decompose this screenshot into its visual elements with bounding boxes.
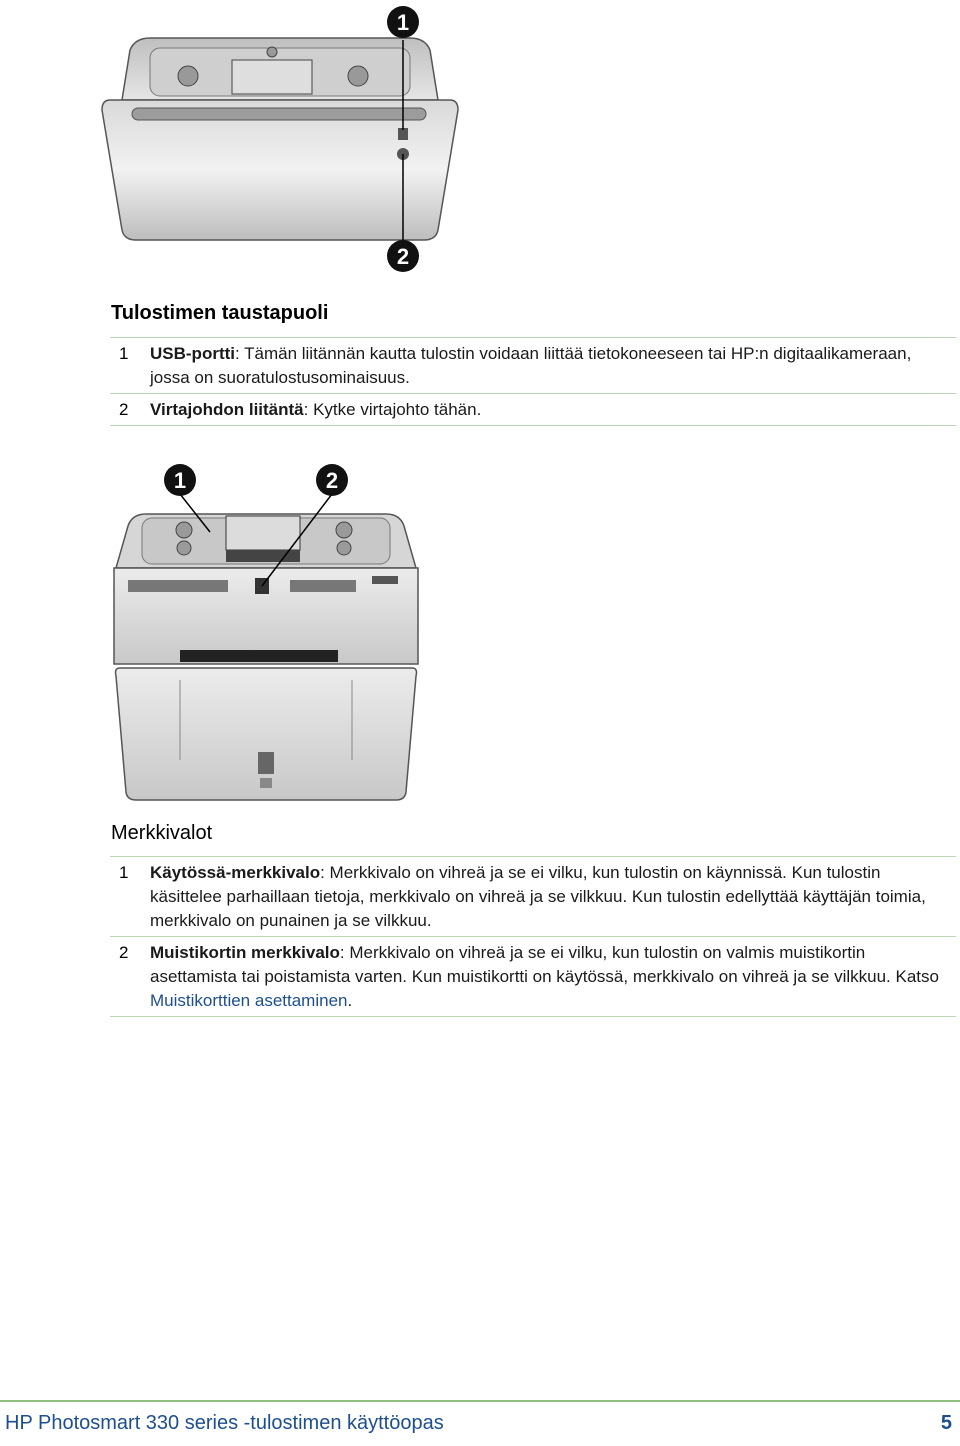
callout-1-label: 1 [396,10,410,35]
printer-front-illustration [100,450,430,810]
printer-back-drawing [100,0,460,290]
legend-term: Muistikortin merkkivalo [150,943,340,962]
legend-table-lights [110,856,956,1017]
legend-description: Merkkivalo on vihreä ja se ei vilku, kun tulostin on käynnissä. Kun tulostin käsittelee parhaillaan tietoja, merkkivalo on vihreä ja se vilkkuu. Kun tulostin edellyttää käyttäjän toimia, merkkivalo on punainen ja se vilkkuu. [150,863,926,930]
legend-number: 2 [119,400,129,419]
printer-back-illustration [100,0,460,290]
legend-row [110,857,956,937]
page-footer [0,1400,960,1446]
page-number: 5 [940,1412,952,1434]
legend-text [150,342,956,390]
legend-number: 1 [119,344,129,363]
legend-row [110,394,956,426]
legend-separator: : [234,344,245,363]
legend-term: USB-portti [150,344,235,363]
legend-trailing-punct: . [347,991,353,1010]
legend-text [150,861,956,933]
legend-separator: : [320,863,330,882]
section-heading-back: Tulostimen taustapuoli [111,302,329,324]
memory-card-link[interactable]: Muistikorttien asettaminen [150,991,348,1010]
legend-description: Tämän liitännän kautta tulostin voidaan liittää tietokoneeseen tai HP:n digitaalikameraan, jossa on suoratulostusominaisuus. [150,344,912,387]
legend-description: Merkkivalo on vihreä ja se ei vilku, kun tulostin on valmis muistikortin asettamista tai poistamista varten. Kun muistikortti on käytössä, merkkivalo on vihreä ja se vilkkuu. Katso [150,943,939,986]
legend-number: 2 [119,943,129,962]
legend-separator: : [303,400,314,419]
footer-title: HP Photosmart 330 series -tulostimen käyttöopas [5,1412,444,1434]
printer-front-drawing [100,450,430,810]
legend-separator: : [339,943,350,962]
callout-1-label: 1 [173,468,187,493]
legend-row [110,937,956,1017]
callout-2-label: 2 [396,244,410,269]
callout-2-label: 2 [325,468,339,493]
legend-number: 1 [119,863,129,882]
legend-description: Kytke virtajohto tähän. [313,400,482,419]
legend-table-back [110,337,956,426]
section-heading-lights: Merkkivalot [111,822,213,844]
legend-term: Käytössä-merkkivalo [150,863,321,882]
legend-term: Virtajohdon liitäntä [150,400,304,419]
legend-text [150,398,956,422]
legend-row [110,338,956,394]
legend-text [150,941,956,1013]
